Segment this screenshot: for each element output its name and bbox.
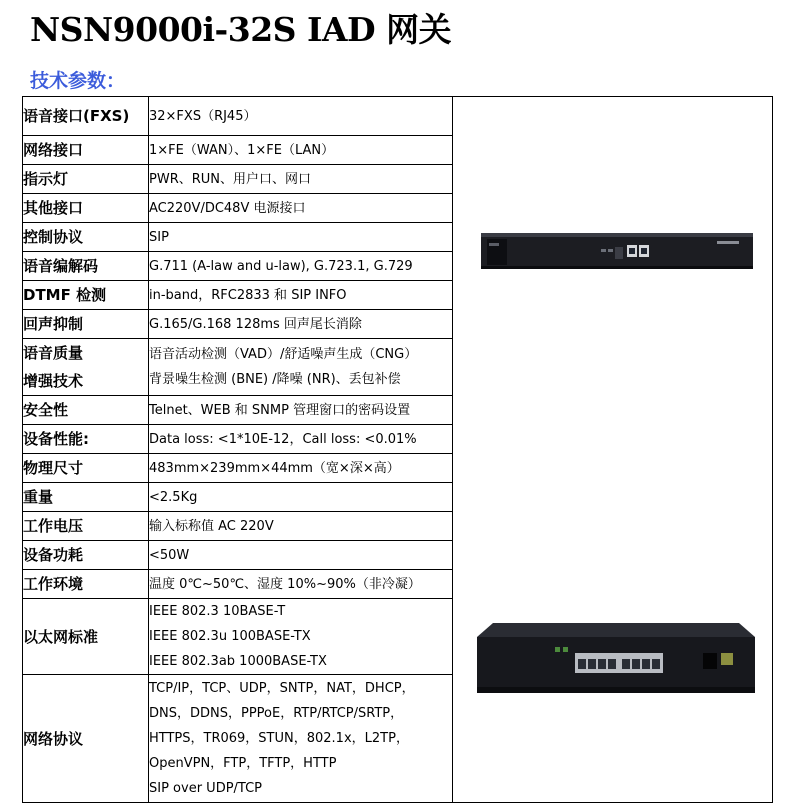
row-value: Data loss: <1*10E-12，Call loss: <0.01% [149,425,453,454]
row-value: IEEE 802.3 10BASE-T IEEE 802.3u 100BASE-TX IEEE 802.3ab 1000BASE-TX [149,599,453,675]
row-value: TCP/IP，TCP、UDP，SNTP，NAT，DHCP， DNS，DDNS，PPPoE，RTP/RTCP/SRTP， HTTPS，TR069，STUN，802.1x，L2TP， OpenVPN，FTP，TFTP，HTTP SIP over UDP/TCP [149,675,453,803]
row-value: 483mm×239mm×44mm（宽×深×高） [149,454,453,483]
row-value: SIP [149,223,453,252]
row-value: in-band，RFC2833 和 SIP INFO [149,281,453,310]
section-heading: 技术参数： [30,70,126,92]
page-title: NSN9000i-32S IAD 网关 [30,10,452,49]
row-label: 重量 [23,483,149,512]
row-value: G.165/G.168 128ms 回声尾长消除 [149,310,453,339]
row-value: PWR、RUN、用户口、网口 [149,165,453,194]
row-label: 指示灯 [23,165,149,194]
row-label: 语音接口(FXS) [23,97,149,136]
row-label: 设备性能: [23,425,149,454]
row-label: 工作电压 [23,512,149,541]
row-label: 工作环境 [23,570,149,599]
row-label: 安全性 [23,396,149,425]
iad-front-panel-image [481,233,753,269]
row-label: 语音质量 增强技术 [23,339,149,396]
row-value: 温度 0℃~50℃、湿度 10%~90%（非冷凝） [149,570,453,599]
row-label: DTMF 检测 [23,281,149,310]
row-label: 其他接口 [23,194,149,223]
row-value: Telnet、WEB 和 SNMP 管理窗口的密码设置 [149,396,453,425]
row-value: <2.5Kg [149,483,453,512]
product-images-cell [453,97,773,803]
row-value: <50W [149,541,453,570]
row-label: 控制协议 [23,223,149,252]
row-label: 语音编解码 [23,252,149,281]
row-value: G.711 (A-law and u-law), G.723.1, G.729 [149,252,453,281]
row-value: 输入标称值 AC 220V [149,512,453,541]
switch-rear-panel-image [477,623,755,693]
spec-table [22,96,773,803]
row-value: AC220V/DC48V 电源接口 [149,194,453,223]
table-row [23,97,773,136]
row-label: 网络协议 [23,675,149,803]
row-label: 设备功耗 [23,541,149,570]
row-label: 物理尺寸 [23,454,149,483]
row-value: 语音活动检测（VAD）/舒适噪声生成（CNG） 背景噪生检测 (BNE) /降噪 (NR)、丢包补偿 [149,339,453,396]
row-label: 以太网标准 [23,599,149,675]
row-label: 回声抑制 [23,310,149,339]
row-value: 32×FXS（RJ45） [149,97,453,136]
row-label: 网络接口 [23,136,149,165]
row-value: 1×FE（WAN）、1×FE（LAN） [149,136,453,165]
